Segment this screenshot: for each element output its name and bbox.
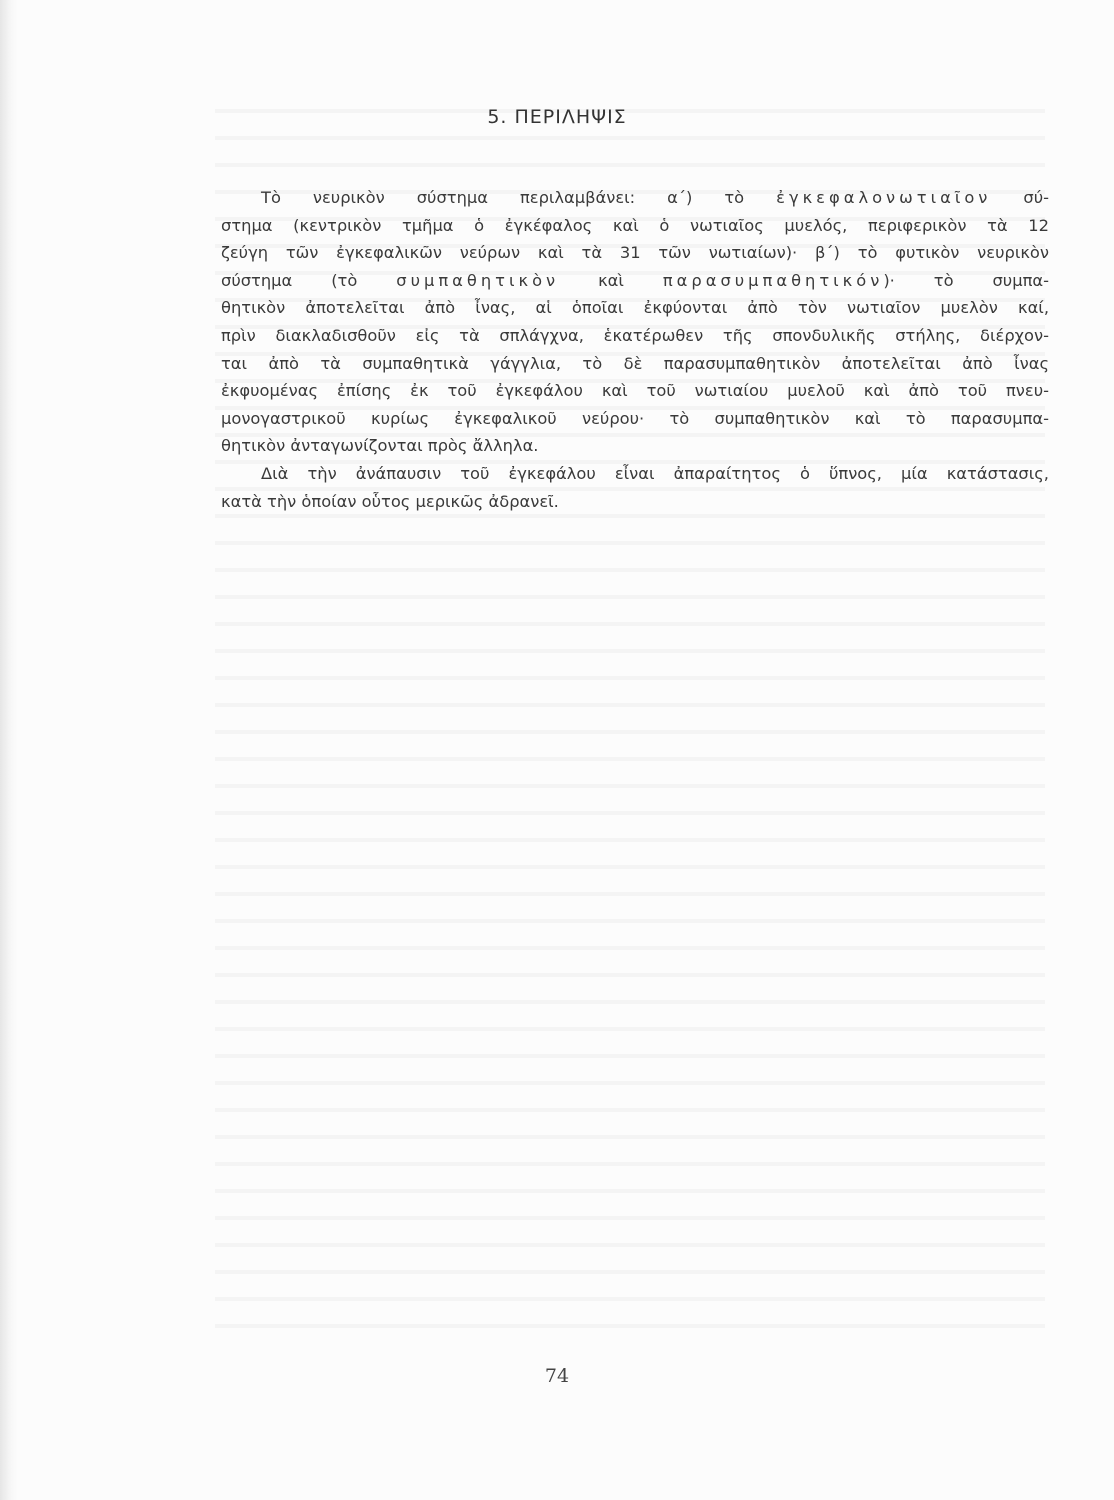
text-line: ζεύγη τῶν ἐγκεφαλικῶν νεύρων καὶ τὰ 31 τῶν νωτιαίων)· β΄) τὸ φυτικὸν νευρικὸν xyxy=(221,243,1049,263)
text-line: πρὶν διακλαδισθοῦν εἰς τὰ σπλάγχνα, ἑκατέρωθεν τῆς σπονδυλικῆς στήλης, διέρχον- xyxy=(221,325,1049,345)
section-heading: 5. ΠΕΡΙΛΗΨΙΣ xyxy=(487,106,627,128)
text-line: μονογαστρικοῦ κυρίως ἐγκεφαλικοῦ νεύρου· τὸ συμπαθητικὸν καὶ τὸ παρασυμπα- xyxy=(221,408,1049,428)
text-line: Διὰ τὴν ἀνάπαυσιν τοῦ ἐγκεφάλου εἶναι ἀπαραίτητος ὁ ὕπνος, μία κατάστασις, xyxy=(261,463,1049,483)
text-line: θητικὸν ἀποτελεῖται ἀπὸ ἶνας, αἱ ὁποῖαι ἐκφύονται ἀπὸ τὸν νωτιαῖον μυελὸν καί, xyxy=(221,298,1049,318)
page-left-edge-shadow xyxy=(0,0,18,1500)
text-line: θητικὸν ἀνταγωνίζονται πρὸς ἄλληλα. xyxy=(221,436,539,456)
text-line: κατὰ τὴν ὁποίαν οὗτος μερικῶς ἀδρανεῖ. xyxy=(221,491,559,511)
text-line: Τὸ νευρικὸν σύστημα περιλαμβάνει: α΄) τὸ ἐγκεφαλονωτιαῖον σύ- xyxy=(261,188,1049,207)
summary-body xyxy=(221,184,1049,515)
text-line: ται ἀπὸ τὰ συμπαθητικὰ γάγγλια, τὸ δὲ παρασυμπαθητικὸν ἀποτελεῖται ἀπὸ ἶνας xyxy=(221,353,1049,373)
page-number: 74 xyxy=(544,1365,570,1387)
text-line: σύστημα (τὸ συμπαθητικὸν καὶ παρασυμπαθητικόν)· τὸ συμπα- xyxy=(221,270,1049,290)
text-line: ἐκφυομένας ἐπίσης ἐκ τοῦ ἐγκεφάλου καὶ τοῦ νωτιαίου μυελοῦ καὶ ἀπὸ τοῦ πνευ- xyxy=(221,381,1049,401)
text-line: στημα (κεντρικὸν τμῆμα ὁ ἐγκέφαλος καὶ ὁ νωτιαῖος μυελός, περιφερικὸν τὰ 12 xyxy=(221,215,1049,235)
